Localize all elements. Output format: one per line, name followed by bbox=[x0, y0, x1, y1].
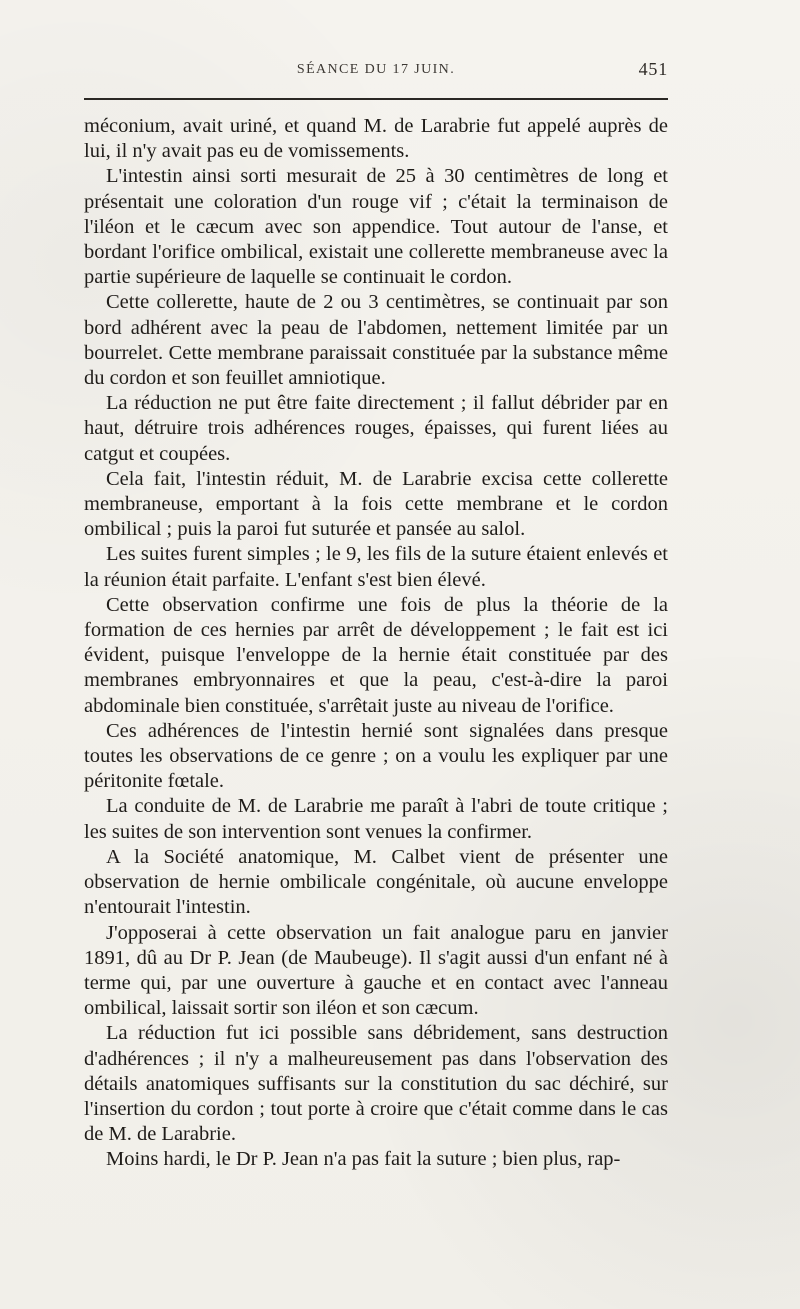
paragraph: Cette observation confirme une fois de plus la théorie de la formation de ces hernies par arrêt de développement ; le fait est ici évident, puisque l'enveloppe de la hernie était constituée par des membranes embryonnaires et que la peau, c'est-à-dire la paroi abdominale bien constituée, s'arrêtait juste au niveau de l'orifice. bbox=[84, 593, 668, 717]
paragraph: Les suites furent simples ; le 9, les fils de la suture étaient enlevés et la réunion était parfaite. L'enfant s'est bien élevé. bbox=[84, 543, 668, 591]
paragraph: Cela fait, l'intestin réduit, M. de Larabrie excisa cette collerette membraneuse, emportant à la fois cette membrane et le cordon ombilical ; puis la paroi fut suturée et pansée au salol. bbox=[84, 467, 668, 541]
page-header bbox=[84, 59, 668, 86]
paragraph: Cette collerette, haute de 2 ou 3 centimètres, se continuait par son bord adhérent avec la peau de l'abdomen, nettement limitée par un bourrelet. Cette membrane paraissait constituée par la substance même du cordon et son feuillet amniotique. bbox=[84, 291, 668, 390]
running-head: SÉANCE DU 17 JUIN. bbox=[296, 62, 456, 77]
paragraph: La réduction ne put être faite directement ; il fallut débrider par en haut, détruire trois adhérences rouges, épaisses, qui furent liées au catgut et coupées. bbox=[84, 392, 668, 465]
paragraph: A la Société anatomique, M. Calbet vient de présenter une observation de hernie ombilicale congénitale, où aucune enveloppe n'entourait l'intestin. bbox=[84, 845, 668, 919]
paragraph: La réduction fut ici possible sans débridement, sans destruction d'adhérences ; il n'y a malheureusement pas dans l'observation des détails anatomiques suffisants sur la constitution du sac déchiré, sur l'insertion du cordon ; tout porte à croire que c'était comme dans le cas de M. de Larabrie. bbox=[84, 1022, 668, 1146]
paragraph: méconium, avait uriné, et quand M. de Larabrie fut appelé auprès de lui, il n'y avait pas eu de vomissements. bbox=[84, 115, 668, 163]
paragraph: L'intestin ainsi sorti mesurait de 25 à 30 centimètres de long et présentait une coloration d'un rouge vif ; c'était la terminaison de l'iléon et le cæcum avec son appendice. Tout autour de l'anse, et bordant l'orifice ombilical, existait une collerette membraneuse avec la partie supérieure de laquelle se continuait le cordon. bbox=[84, 165, 668, 289]
paragraph: Ces adhérences de l'intestin hernié sont signalées dans presque toutes les observations de ce genre ; on a voulu les expliquer par une péritonite fœtale. bbox=[84, 719, 668, 793]
body-text bbox=[84, 114, 668, 1173]
paragraph: Moins hardi, le Dr P. Jean n'a pas fait la suture ; bien plus, rap- bbox=[106, 1148, 621, 1171]
paragraph: La conduite de M. de Larabrie me paraît à l'abri de toute critique ; les suites de son intervention sont venues la confirmer. bbox=[84, 795, 668, 843]
page-number: 451 bbox=[638, 59, 668, 79]
paragraph: J'opposerai à cette observation un fait analogue paru en janvier 1891, dû au Dr P. Jean (de Maubeuge). Il s'agit aussi d'un enfant né à terme qui, par une ouverture à gauche et en contact avec l'anneau ombilical, laissait sortir son iléon et son cæcum. bbox=[84, 921, 668, 1020]
header-rule bbox=[84, 98, 668, 100]
